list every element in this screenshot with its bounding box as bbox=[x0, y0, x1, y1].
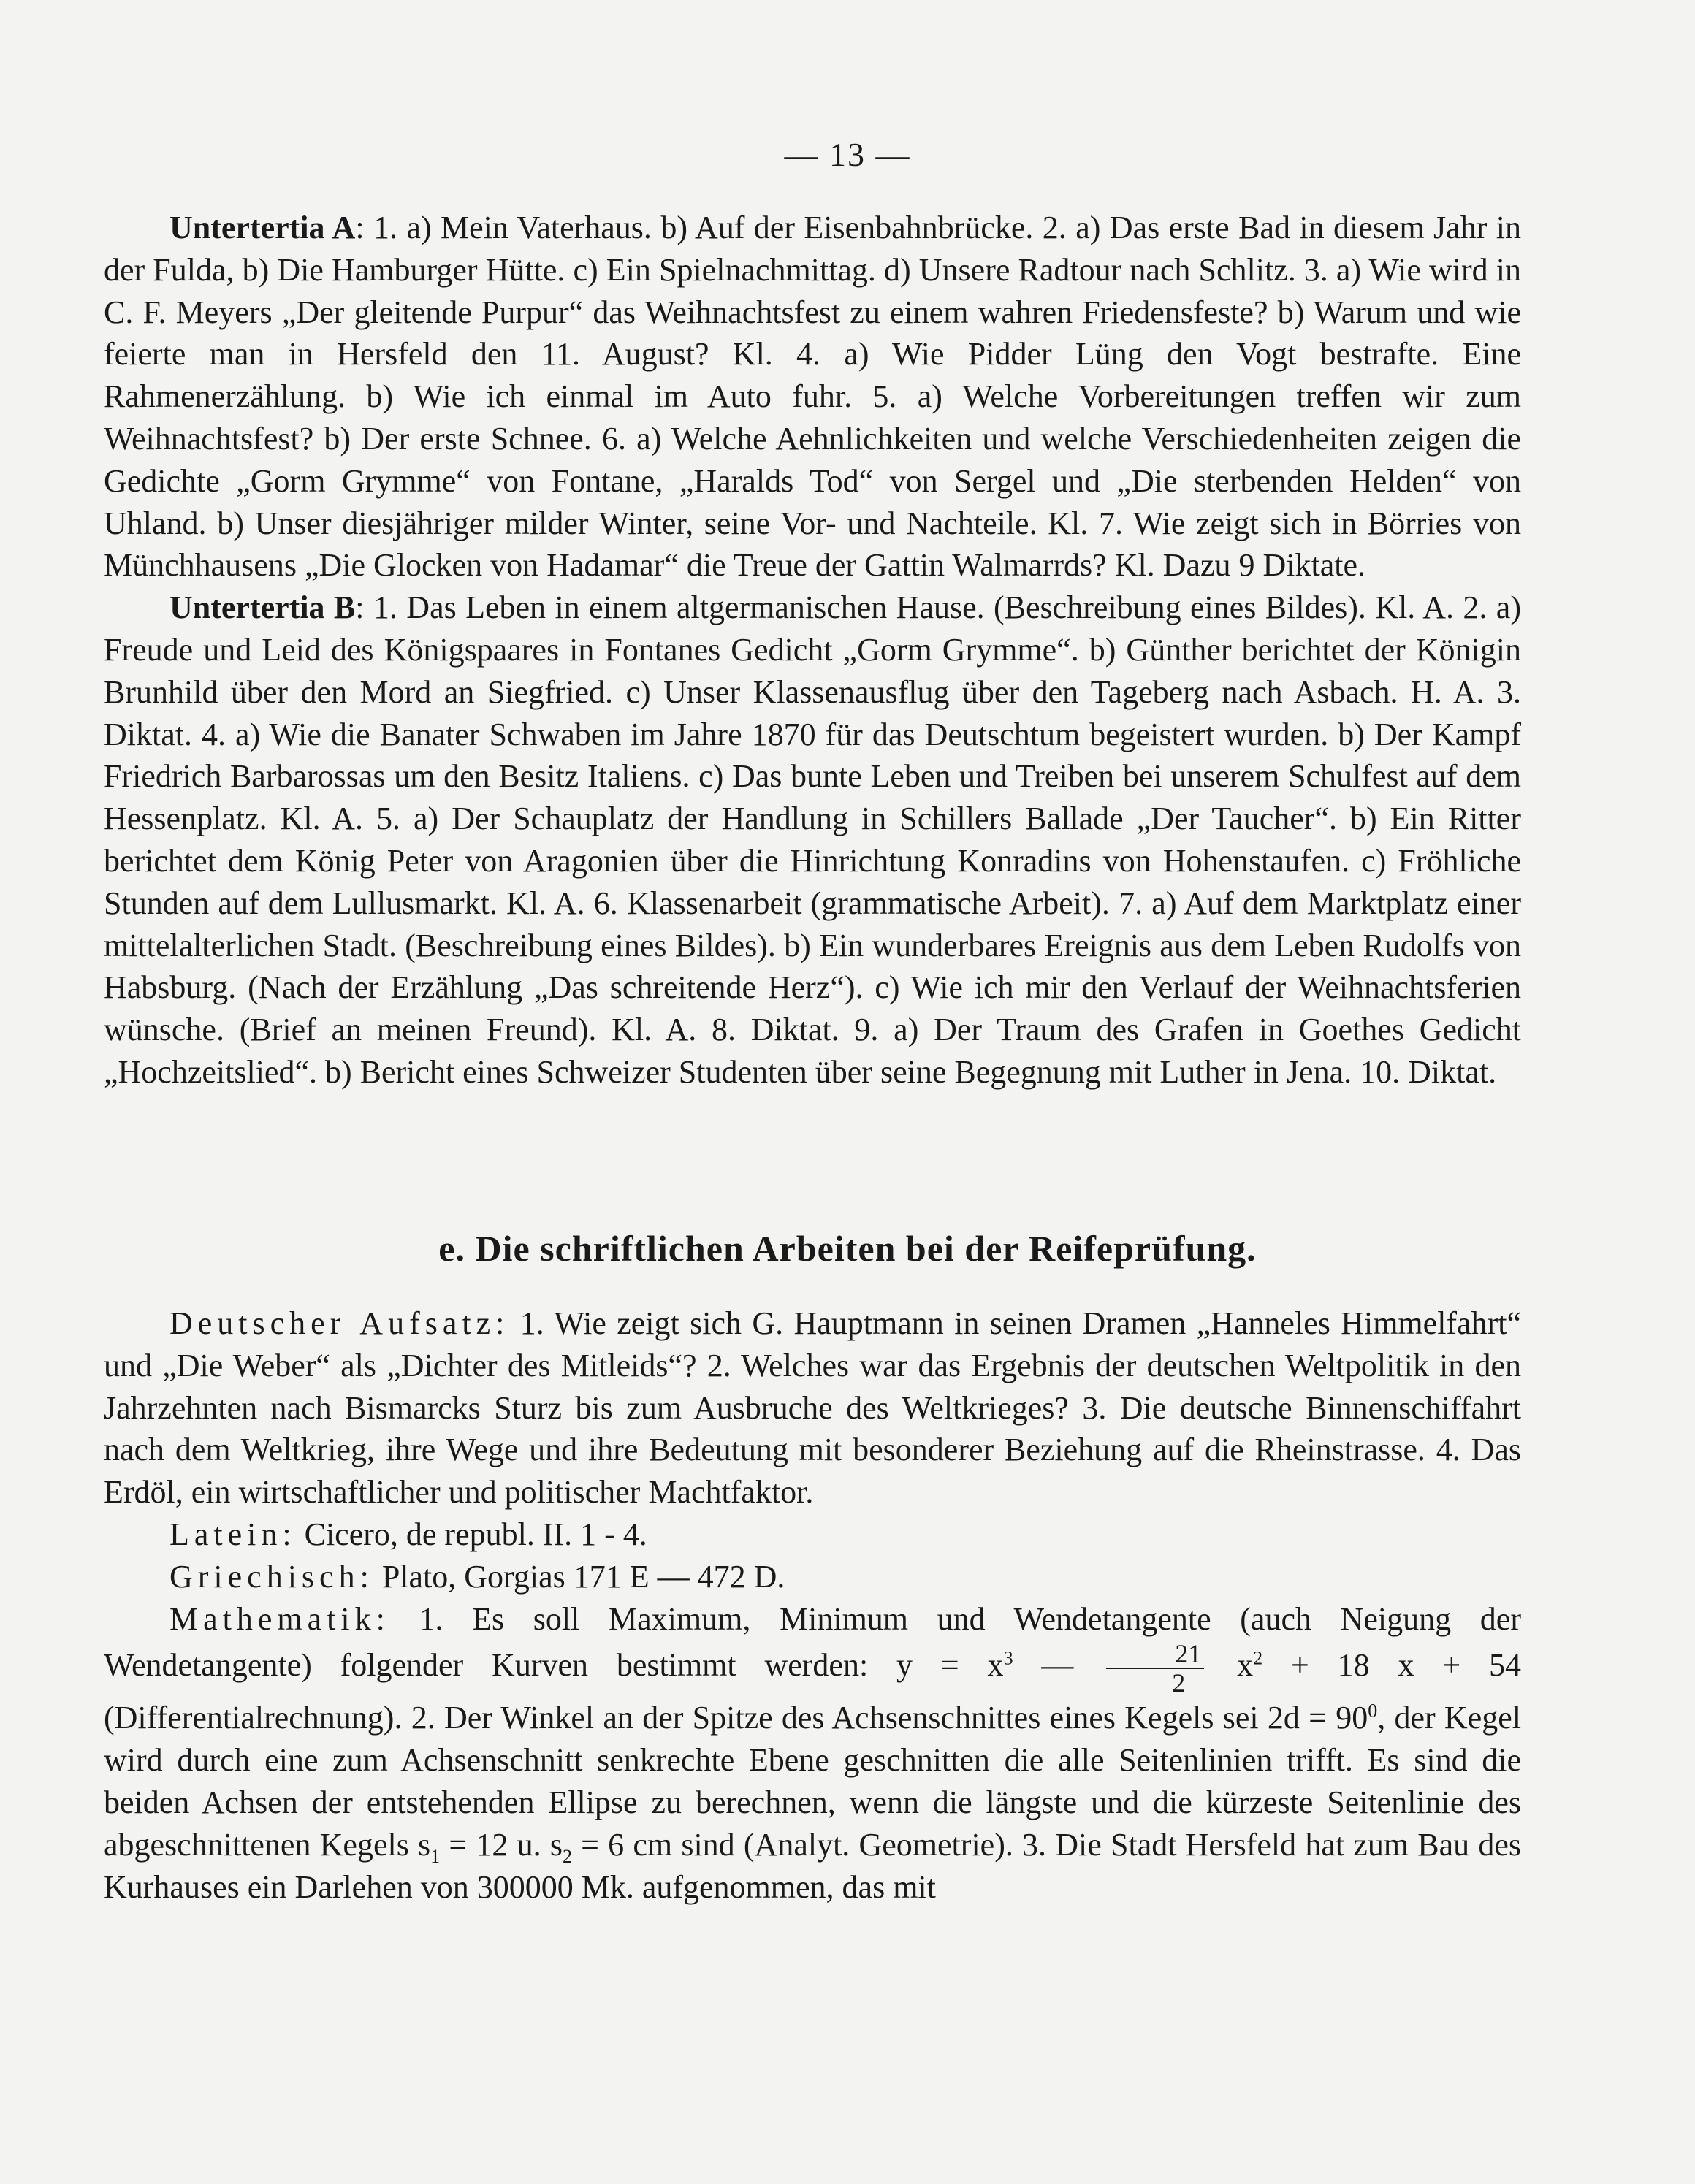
mathematik-text-1: 1. Es soll Maximum, Minimum und Wendetangente (auch Neigung der Wendetangente) folgender Kurven bestimmt werden: y = x bbox=[104, 1600, 1521, 1684]
fraction-numerator: 21 bbox=[1106, 1640, 1204, 1669]
mathematik-text-3: , der Kegel wird durch eine zum Achsenschnitt senkrechte Ebene geschnitten die alle Seitenlinien trifft. Es sind die beiden Achsen der entstehenden Ellipse zu berechnen, wenn die längste und die kürzeste Seitenlinie des abgeschnittenen Kegels s bbox=[104, 1700, 1521, 1863]
mathematik-paragraph bbox=[104, 1598, 1521, 1909]
reifepruefung-section bbox=[104, 1302, 1521, 1908]
exponent-3: 3 bbox=[1003, 1647, 1013, 1669]
untertertia-section bbox=[104, 207, 1521, 1093]
latein-label: Latein: bbox=[170, 1516, 297, 1552]
untertertia-a-text: : 1. a) Mein Vaterhaus. b) Auf der Eisenbahnbrücke. 2. a) Das erste Bad in diesem Jahr in der Fulda, b) Die Hamburger Hütte. c) Ein Spielnachmittag. d) Unsere Radtour nach Schlitz. 3. a) Wie wird in C. F. Meyers „Der gleitende Purpur“ das Weihnachtsfest zu einem wahren Friedensfeste? b) Warum und wie feierte man in Hersfeld den 11. August? Kl. 4. a) Wie Pidder Lüng den Vogt bestrafte. Eine Rahmenerzählung. b) Wie ich einmal im Auto fuhr. 5. a) Welche Vorbereitungen treffen wir zum Weihnachtsfest? b) Der erste Schnee. 6. a) Welche Aehnlichkeiten und welche Verschiedenheiten zeigen die Gedichte „Gorm Grymme“ von Fontane, „Haralds Tod“ von Sergel und „Die sterbenden Helden“ von Uhland. b) Unser diesjähriger milder Winter, seine Vor- und Nachteile. Kl. 7. Wie zeigt sich in Börries von Münchhausens „Die Glocken von Hadamar“ die Treue der Gattin Walmarrds? Kl. Dazu 9 Diktate. bbox=[104, 210, 1521, 584]
degree-mark: 0 bbox=[1368, 1700, 1378, 1722]
griechisch-paragraph bbox=[104, 1556, 1521, 1598]
untertertia-b-text: : 1. Das Leben in einem altgermanischen Hause. (Beschreibung eines Bildes). Kl. A. 2. a) Freude und Leid des Königspaares in Fontanes Gedicht „Gorm Grymme“. b) Günther berichtet der Königin Brunhild über den Mord an Siegfried. c) Unser Klassenausflug über den Tageberg nach Asbach. H. A. 3. Diktat. 4. a) Wie die Banater Schwaben im Jahre 1870 für das Deutschtum begeistert wurden. b) Der Kampf Friedrich Barbarossas um den Besitz Italiens. c) Das bunte Leben und Treiben bei unserem Schulfest auf dem Hessenplatz. Kl. A. 5. a) Der Schauplatz der Handlung in Schillers Ballade „Der Taucher“. b) Ein Ritter berichtet dem König Peter von Aragonien über die Hinrichtung Konradins von Hohenstaufen. c) Fröhliche Stunden auf dem Lullusmarkt. Kl. A. 6. Klassenarbeit (grammatische Arbeit). 7. a) Auf dem Marktplatz einer mittelalterlichen Stadt. (Beschreibung eines Bildes). b) Ein wunderbares Ereignis aus dem Leben Rudolfs von Habsburg. (Nach der Erzählung „Das schreitende Herz“). c) Wie ich mir den Verlauf der Weihnachtsferien wünsche. (Brief an meinen Freund). Kl. A. 8. Diktat. 9. a) Der Traum des Grafen in Goethes Gedicht „Hochzeitslied“. b) Bericht eines Schweizer Studenten über seine Begegnung mit Luther in Jena. 10. Diktat. bbox=[104, 589, 1521, 1090]
exponent-2: 2 bbox=[1253, 1647, 1263, 1669]
untertertia-b-paragraph bbox=[104, 587, 1521, 1093]
mathematik-text-4: = 12 u. s bbox=[440, 1826, 563, 1863]
deutscher-aufsatz-paragraph bbox=[104, 1302, 1521, 1513]
mathematik-text-2: + 18 x + 54 (Differentialrechnung). 2. Der Winkel an der Spitze des Achsenschnittes eines Kegels sei 2d = 90 bbox=[104, 1647, 1522, 1736]
mathematik-label: Mathematik: bbox=[170, 1600, 390, 1637]
griechisch-text: Plato, Gorgias 171 E — 472 D. bbox=[373, 1558, 785, 1595]
fraction-21-over-2 bbox=[1106, 1640, 1204, 1697]
minus-sign: — bbox=[1013, 1647, 1102, 1684]
x-squared-base: x bbox=[1208, 1647, 1254, 1684]
page-number: — 13 — bbox=[784, 136, 911, 173]
untertertia-a-paragraph bbox=[104, 207, 1521, 587]
latein-text: Cicero, de republ. II. 1 - 4. bbox=[296, 1516, 647, 1552]
deutscher-aufsatz-text: 1. Wie zeigt sich G. Hauptmann in seinen Dramen „Hanneles Himmelfahrt“ und „Die Weber“ als „Dichter des Mitleids“? 2. Welches war das Ergebnis der deutschen Weltpolitik in den Jahrzehnten nach Bismarcks Sturz bis zum Ausbruche des Weltkrieges? 3. Die deutsche Binnenschiffahrt nach dem Weltkrieg, ihre Wege und ihre Bedeutung mit besonderer Beziehung auf die Rheinstrasse. 4. Das Erdöl, ein wirtschaftlicher und politischer Machtfaktor. bbox=[104, 1305, 1521, 1511]
subscript-1: 1 bbox=[430, 1845, 441, 1867]
griechisch-label: Griechisch: bbox=[170, 1558, 374, 1595]
fraction-denominator: 2 bbox=[1172, 1668, 1186, 1698]
subscript-2: 2 bbox=[562, 1845, 572, 1867]
untertertia-a-label: Untertertia A bbox=[170, 210, 356, 245]
section-heading: e. Die schriftlichen Arbeiten bei der Reifeprüfung. bbox=[438, 1228, 1257, 1269]
untertertia-b-label: Untertertia B bbox=[170, 589, 356, 626]
deutscher-aufsatz-label: Deutscher Aufsatz: bbox=[170, 1305, 510, 1341]
latein-paragraph bbox=[104, 1513, 1521, 1556]
mathematik-text-5: = 6 cm sind (Analyt. Geometrie). 3. Die Stadt Hersfeld hat zum Bau des Kurhauses ein Darlehen von 300000 Mk. aufgenommen, das mit bbox=[104, 1826, 1522, 1905]
